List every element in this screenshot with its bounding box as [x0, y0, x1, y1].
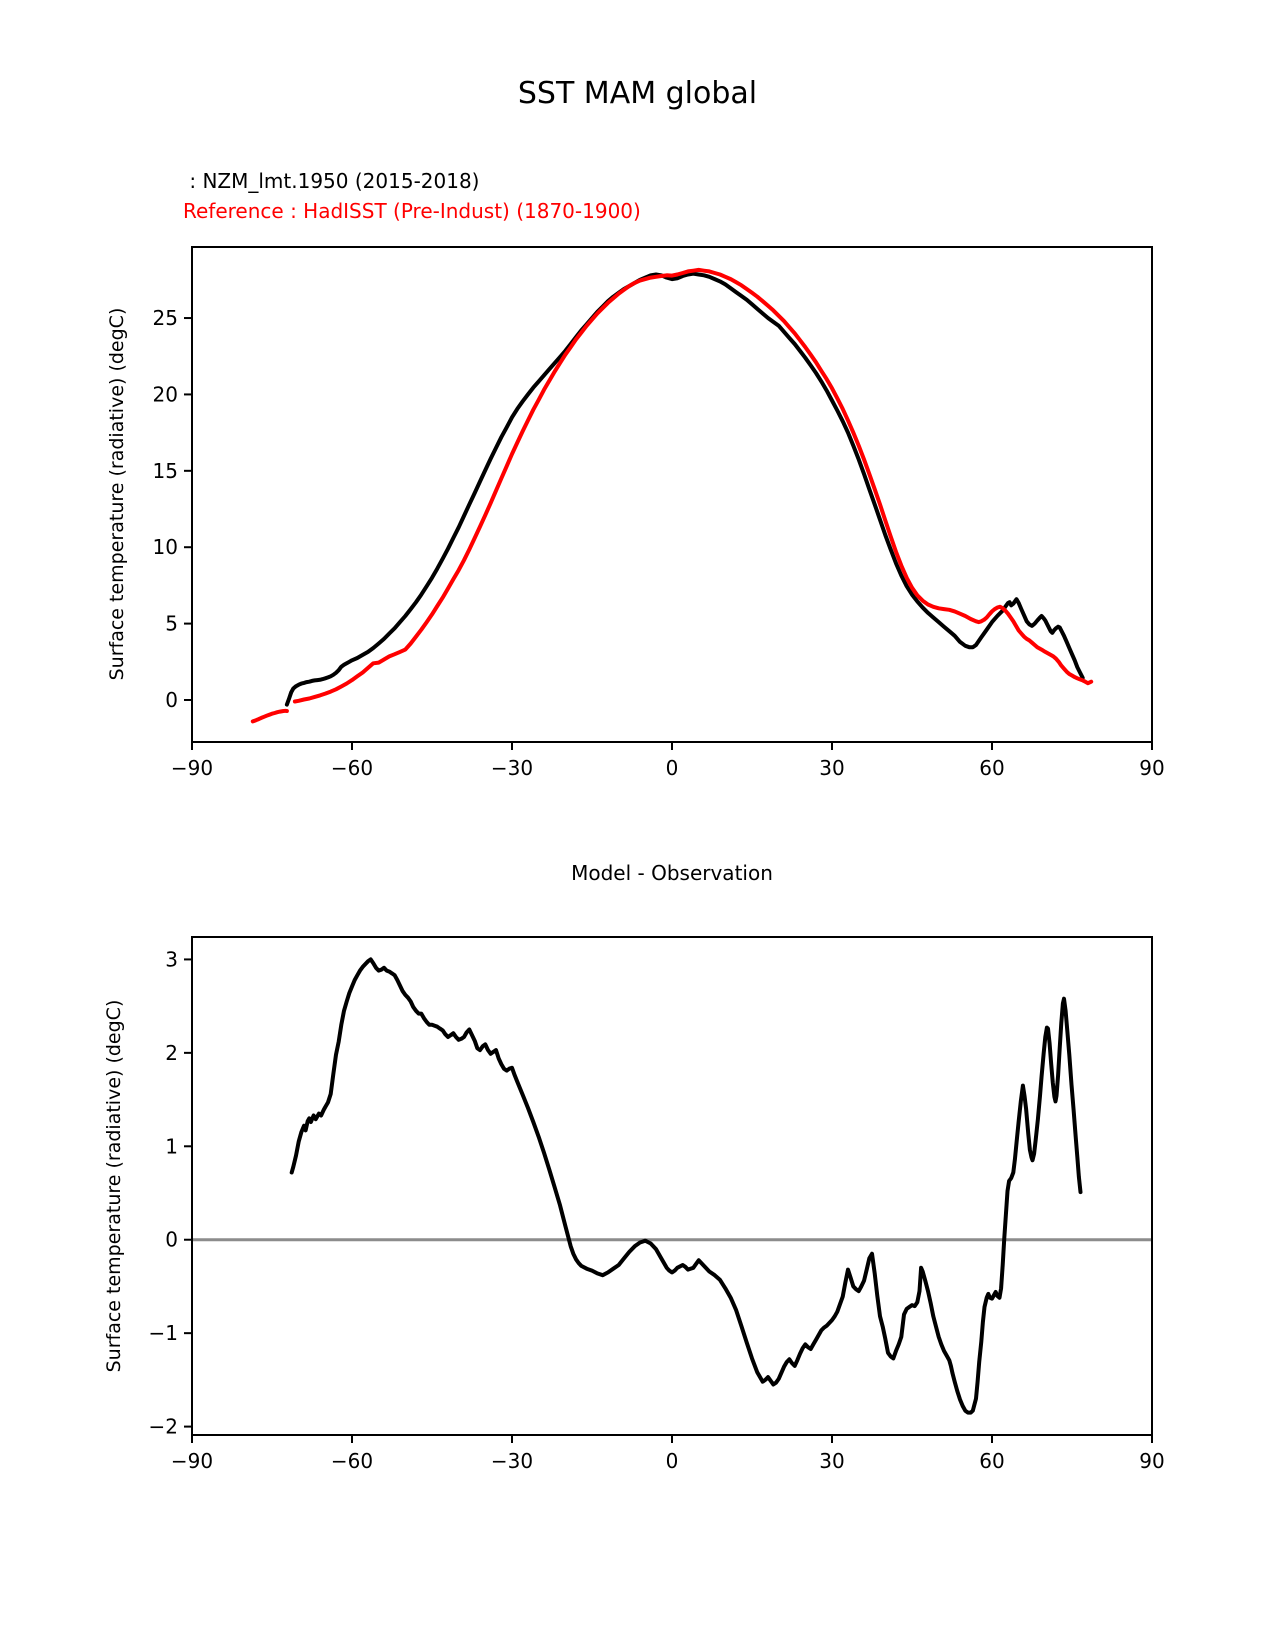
y-tick-label: 5: [165, 611, 178, 636]
x-tick-label: −60: [330, 756, 374, 780]
y-tick-label: 0: [165, 1227, 178, 1252]
x-tick-label: 30: [819, 756, 845, 780]
x-tick-label: −30: [490, 1449, 534, 1473]
bottom-chart-y-axis-label: Surface temperature (radiative) (degC): [103, 999, 125, 1373]
data-line-1: [253, 711, 287, 722]
data-line-1: [295, 270, 1091, 702]
y-tick-label: −1: [148, 1321, 178, 1346]
x-tick-label: 60: [979, 756, 1005, 780]
figure-title: SST MAM global: [517, 76, 758, 111]
legend-reference-label: Reference : HadISST (Pre-Indust) (1870-1900): [183, 199, 641, 223]
y-tick-label: 0: [165, 687, 178, 712]
y-tick-label: 2: [165, 1040, 178, 1065]
legend-model-label: : NZM_lmt.1950 (2015-2018): [183, 169, 480, 193]
x-tick-label: 60: [979, 1449, 1005, 1473]
data-line-0: [292, 959, 1081, 1412]
axes-frame: [192, 247, 1152, 742]
x-tick-label: −90: [170, 756, 214, 780]
x-tick-label: −30: [490, 756, 534, 780]
y-tick-label: −2: [148, 1414, 178, 1439]
y-tick-label: 25: [152, 306, 178, 331]
y-tick-label: 1: [165, 1134, 178, 1159]
x-tick-label: 90: [1139, 756, 1165, 780]
y-tick-label: 15: [152, 458, 178, 483]
data-line-0: [287, 274, 1083, 705]
x-tick-label: 0: [665, 756, 679, 780]
x-tick-label: 0: [665, 1449, 679, 1473]
x-tick-label: 30: [819, 1449, 845, 1473]
top-chart-y-axis-label: Surface temperature (radiative) (degC): [106, 307, 128, 681]
x-tick-label: −90: [170, 1449, 214, 1473]
x-tick-label: −60: [330, 1449, 374, 1473]
y-tick-label: 20: [152, 382, 178, 407]
bottom-chart-title: Model - Observation: [571, 861, 773, 885]
y-tick-label: 3: [165, 947, 178, 972]
x-tick-label: 90: [1139, 1449, 1165, 1473]
y-tick-label: 10: [152, 535, 178, 560]
axes-frame: [192, 937, 1152, 1435]
